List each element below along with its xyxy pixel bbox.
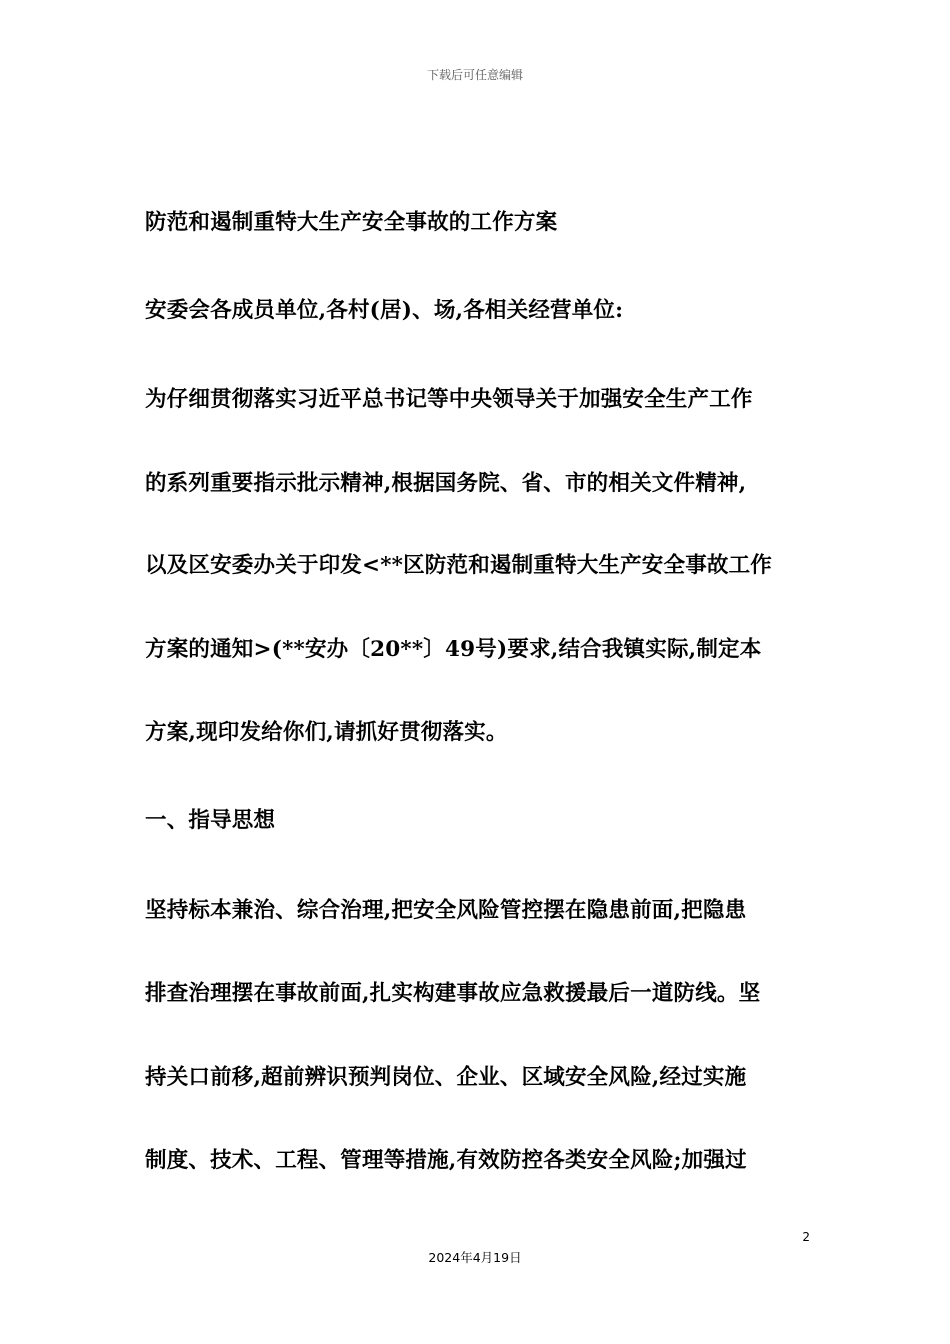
salutation: 安委会各成员单位,各村(居)、场,各相关经营单位: — [145, 298, 624, 323]
paragraph-line: 为仔细贯彻落实习近平总书记等中央领导关于加强安全生产工作 — [145, 387, 753, 412]
paragraph-line: 排查治理摆在事故前面,扎实构建事故应急救援最后一道防线。坚 — [145, 981, 761, 1006]
footer-date: 2024年4月19日 — [428, 1250, 522, 1265]
paragraph-line: 以及区安委办关于印发<**区防范和遏制重特大生产安全事故工作 — [145, 553, 773, 578]
section-heading: 一、指导思想 — [145, 808, 276, 833]
header-note: 下载后可任意编辑 — [426, 68, 523, 82]
paragraph-line: 方案的通知>(**安办〔20**〕49号)要求,结合我镇实际,制定本 — [145, 637, 762, 662]
paragraph-line: 坚持标本兼治、综合治理,把安全风险管控摆在隐患前面,把隐患 — [145, 898, 747, 923]
paragraph-line: 方案,现印发给你们,请抓好贯彻落实。 — [145, 720, 508, 745]
paragraph-line: 的系列重要指示批示精神,根据国务院、省、市的相关文件精神, — [145, 471, 747, 496]
paragraph-line: 持关口前移,超前辨识预判岗位、企业、区域安全风险,经过实施 — [145, 1065, 747, 1090]
paragraph-line: 制度、技术、工程、管理等措施,有效防控各类安全风险;加强过 — [145, 1148, 747, 1173]
document-title: 防范和遏制重特大生产安全事故的工作方案 — [145, 210, 558, 235]
page-number: 2 — [802, 1230, 810, 1244]
